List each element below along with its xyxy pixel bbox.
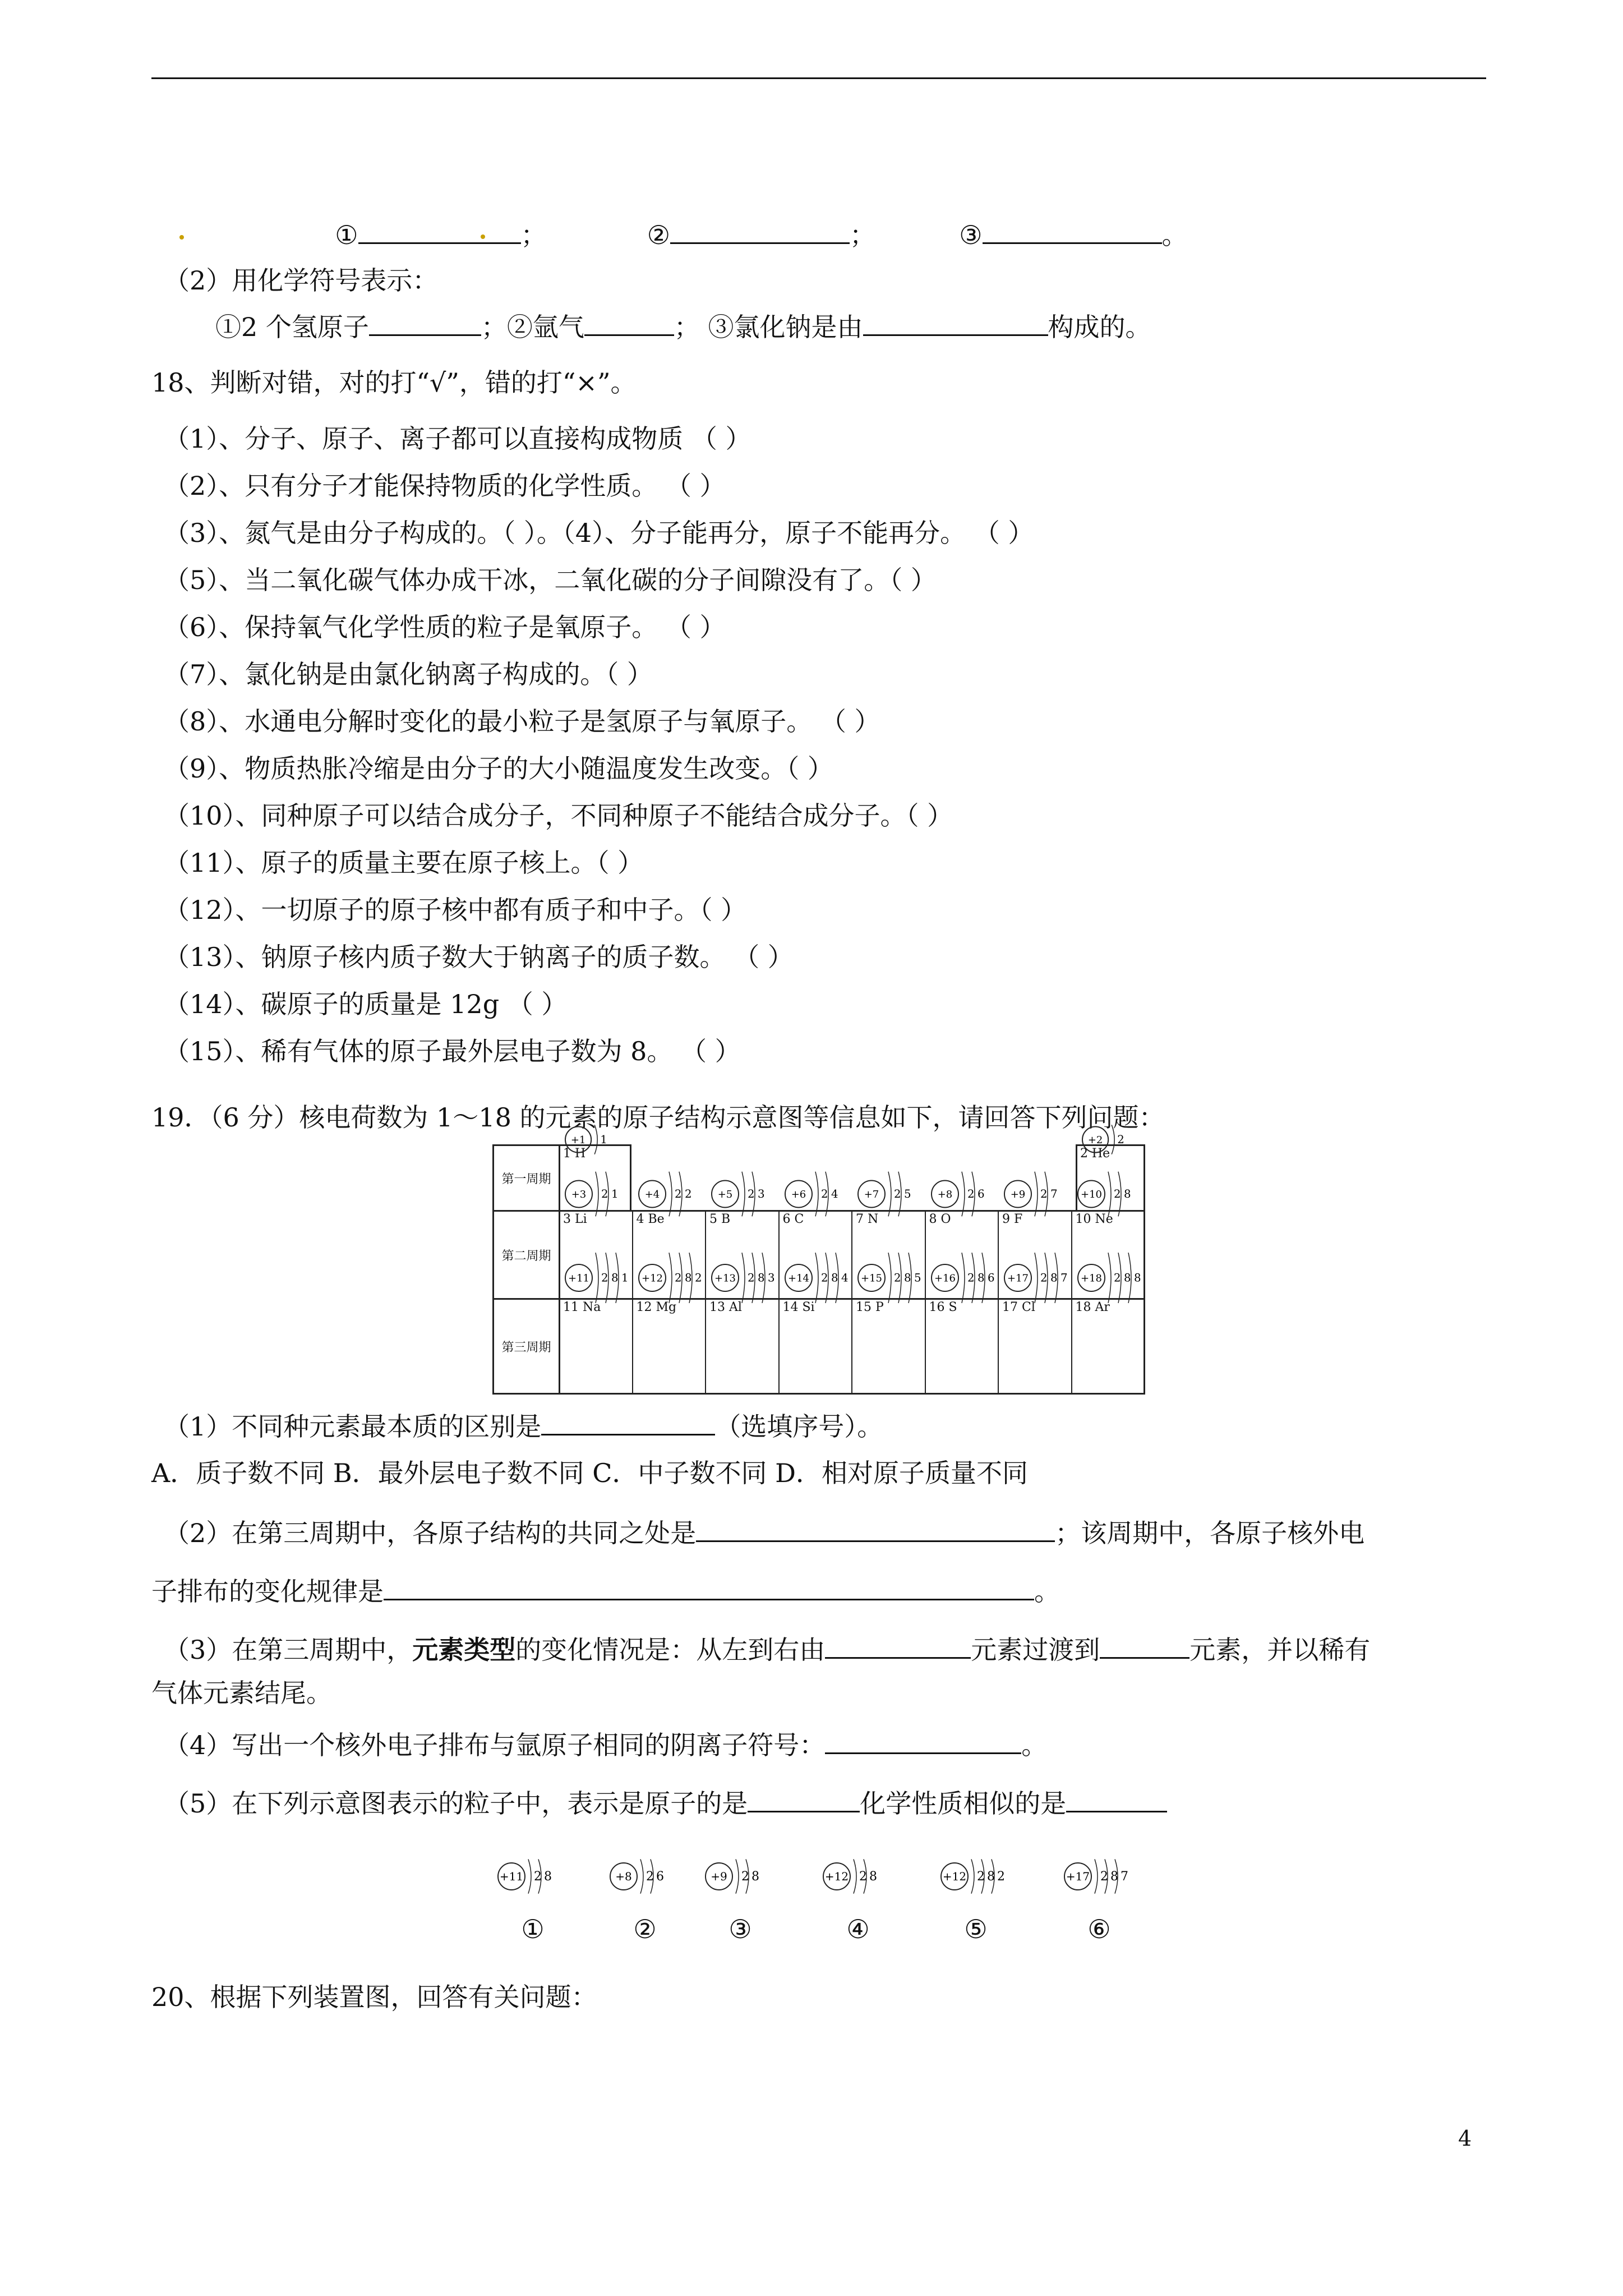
q17-2-title bbox=[164, 264, 438, 297]
q18-item: （1）、分子、原子、离子都可以直接构成物质 （ ） bbox=[164, 424, 751, 454]
particle-number: ⑥ bbox=[1087, 1914, 1111, 1944]
svg-text:2: 2 bbox=[601, 1187, 608, 1200]
particle-structure bbox=[494, 1851, 572, 1904]
element-label: 11 Na bbox=[563, 1300, 601, 1314]
svg-text:2: 2 bbox=[1113, 1187, 1121, 1200]
q17-blanks-line bbox=[179, 218, 1188, 252]
svg-text:+3: +3 bbox=[571, 1188, 587, 1200]
q17-2-line bbox=[215, 310, 1151, 344]
label-c3: ③ bbox=[959, 220, 983, 250]
q18-item: （12）、一切原子的原子核中都有质子和中子。（ ） bbox=[164, 895, 747, 925]
svg-text:2: 2 bbox=[1040, 1271, 1048, 1285]
element-cell bbox=[925, 1271, 998, 1395]
svg-text:+13: +13 bbox=[714, 1272, 736, 1285]
svg-text:8: 8 bbox=[1050, 1271, 1058, 1285]
element-cell bbox=[559, 1271, 632, 1395]
svg-text:+9: +9 bbox=[1010, 1188, 1026, 1200]
particle-diagram bbox=[701, 1851, 780, 1963]
svg-text:8: 8 bbox=[1123, 1187, 1131, 1200]
svg-text:+8: +8 bbox=[615, 1870, 632, 1883]
svg-text:+12: +12 bbox=[942, 1870, 967, 1883]
q19-2-b: ；该周期中，各原子核外电 bbox=[1055, 1518, 1365, 1548]
blank-argon[interactable] bbox=[584, 310, 674, 336]
svg-text:8: 8 bbox=[1133, 1271, 1141, 1285]
element-label: 3 Li bbox=[563, 1212, 587, 1226]
element-label: 10 Ne bbox=[1075, 1212, 1113, 1226]
particle-structure bbox=[819, 1851, 897, 1904]
element-label: 15 P bbox=[856, 1300, 884, 1314]
svg-text:2: 2 bbox=[1117, 1133, 1124, 1146]
svg-text:1: 1 bbox=[611, 1187, 619, 1200]
particle-structure bbox=[1060, 1851, 1138, 1904]
q19-2-c: 子排布的变化规律是 bbox=[151, 1576, 384, 1607]
svg-text:2: 2 bbox=[820, 1271, 828, 1285]
q19-1-b: （选填序号）。 bbox=[715, 1411, 883, 1442]
svg-text:2: 2 bbox=[967, 1187, 975, 1200]
q19-4-b: 。 bbox=[1021, 1730, 1048, 1760]
marker-dot bbox=[481, 234, 485, 239]
element-cell bbox=[632, 1271, 706, 1395]
particle-number: ② bbox=[633, 1914, 657, 1944]
blank-q19-5b[interactable] bbox=[1066, 1786, 1167, 1812]
svg-text:4: 4 bbox=[831, 1187, 838, 1200]
q17-2-a: ①2 个氢原子 bbox=[215, 312, 369, 342]
header-rule bbox=[151, 77, 1486, 79]
svg-text:7: 7 bbox=[1061, 1271, 1068, 1285]
svg-text:2: 2 bbox=[748, 1187, 755, 1200]
svg-text:3: 3 bbox=[758, 1187, 765, 1200]
element-cell bbox=[1071, 1271, 1145, 1395]
blank-q19-2a[interactable] bbox=[696, 1516, 1055, 1542]
svg-text:2: 2 bbox=[894, 1271, 901, 1285]
blank-2[interactable] bbox=[670, 218, 850, 244]
svg-text:8: 8 bbox=[751, 1870, 759, 1884]
svg-text:2: 2 bbox=[741, 1870, 749, 1884]
particle-diagram bbox=[494, 1851, 572, 1963]
element-cell bbox=[778, 1271, 852, 1395]
q19-3-line-2: 气体元素结尾。 bbox=[151, 1678, 332, 1708]
svg-text:+6: +6 bbox=[791, 1188, 806, 1200]
q19-3-bold: 元素类型 bbox=[412, 1635, 516, 1665]
blank-q19-5a[interactable] bbox=[748, 1786, 860, 1812]
q17-2-title-text: （2）用化学符号表示： bbox=[164, 265, 439, 296]
particle-structure bbox=[937, 1851, 1015, 1904]
label-c1: ① bbox=[335, 220, 358, 250]
q18-item: （15）、稀有气体的原子最外层电子数为 8。 （ ） bbox=[164, 1036, 741, 1066]
svg-text:8: 8 bbox=[904, 1271, 911, 1285]
particle-number: ③ bbox=[728, 1914, 752, 1944]
particle-diagram bbox=[1060, 1851, 1138, 1963]
svg-text:+11: +11 bbox=[568, 1272, 589, 1285]
blank-q19-2b[interactable] bbox=[384, 1574, 1034, 1600]
blank-3[interactable] bbox=[983, 218, 1162, 244]
blank-q19-3b[interactable] bbox=[1100, 1632, 1189, 1659]
blank-h-atoms[interactable] bbox=[369, 310, 481, 336]
svg-text:+2: +2 bbox=[1087, 1134, 1103, 1146]
particle-number: ① bbox=[521, 1914, 545, 1944]
svg-text:2: 2 bbox=[1113, 1271, 1121, 1285]
q19-4-line bbox=[164, 1728, 1047, 1762]
period-label: 第二周期 bbox=[494, 1212, 560, 1298]
particle-number: ⑤ bbox=[964, 1914, 988, 1944]
svg-text:2: 2 bbox=[859, 1870, 867, 1884]
page-number: 4 bbox=[1458, 2126, 1472, 2151]
svg-text:+18: +18 bbox=[1080, 1272, 1102, 1285]
svg-text:+5: +5 bbox=[717, 1188, 733, 1200]
separator: ； bbox=[520, 220, 547, 250]
element-cell bbox=[851, 1271, 925, 1395]
svg-text:8: 8 bbox=[987, 1870, 995, 1884]
element-label: 4 Be bbox=[636, 1212, 665, 1226]
svg-text:1: 1 bbox=[600, 1133, 607, 1146]
svg-text:8: 8 bbox=[611, 1271, 619, 1285]
periodic-table bbox=[492, 1133, 1144, 1396]
q19-2-line-b bbox=[151, 1574, 1060, 1608]
q18-item: （11）、原子的质量主要在原子核上。（ ） bbox=[164, 848, 644, 878]
q18-item: （9）、物质热胀冷缩是由分子的大小随温度发生改变。（ ） bbox=[164, 753, 833, 784]
marker-dot bbox=[179, 235, 184, 240]
element-label: 8 O bbox=[929, 1212, 951, 1226]
q17-2-b: ；②氩气 bbox=[481, 312, 584, 342]
svg-text:2: 2 bbox=[534, 1870, 542, 1884]
svg-text:+14: +14 bbox=[787, 1272, 809, 1285]
q19-options: A．质子数不同 B．最外层电子数不同 C．中子数不同 D．相对原子质量不同 bbox=[151, 1458, 1028, 1488]
svg-text:2: 2 bbox=[997, 1870, 1005, 1884]
svg-text:+9: +9 bbox=[711, 1870, 727, 1883]
svg-text:+11: +11 bbox=[499, 1870, 524, 1883]
q20-title: 20、根据下列装置图，回答有关问题： bbox=[151, 1982, 597, 2012]
svg-text:2: 2 bbox=[1100, 1870, 1108, 1884]
svg-text:+17: +17 bbox=[1066, 1870, 1090, 1883]
svg-text:8: 8 bbox=[1123, 1271, 1131, 1285]
svg-text:+4: +4 bbox=[644, 1188, 660, 1200]
svg-text:8: 8 bbox=[758, 1271, 765, 1285]
particle-structure bbox=[606, 1851, 684, 1904]
element-label: 5 B bbox=[709, 1212, 731, 1226]
svg-text:+1: +1 bbox=[570, 1134, 586, 1146]
element-label: 6 C bbox=[782, 1212, 804, 1226]
particle-diagrams bbox=[494, 1851, 1144, 1963]
particle-number: ④ bbox=[846, 1914, 870, 1944]
svg-text:1: 1 bbox=[621, 1271, 629, 1285]
element-label: 9 F bbox=[1002, 1212, 1023, 1226]
element-cell bbox=[998, 1271, 1071, 1395]
q19-5-a: （5）在下列示意图表示的粒子中，表示是原子的是 bbox=[164, 1788, 748, 1819]
element-label: 1 H bbox=[563, 1147, 586, 1161]
svg-text:2: 2 bbox=[674, 1271, 682, 1285]
svg-text:+12: +12 bbox=[641, 1272, 663, 1285]
svg-text:2: 2 bbox=[748, 1271, 755, 1285]
q19-5-b: 化学性质相似的是 bbox=[860, 1788, 1067, 1819]
svg-text:2: 2 bbox=[1040, 1187, 1048, 1200]
element-label: 13 Al bbox=[709, 1300, 742, 1314]
q18-item: （7）、氯化钠是由氯化钠离子构成的。（ ） bbox=[164, 659, 653, 689]
element-cell bbox=[705, 1271, 778, 1395]
svg-text:+15: +15 bbox=[861, 1272, 882, 1285]
label-c2: ② bbox=[647, 220, 670, 250]
period-label: 第三周期 bbox=[494, 1300, 560, 1393]
q19-2-a: （2）在第三周期中，各原子结构的共同之处是 bbox=[164, 1518, 697, 1548]
q19-4-a: （4）写出一个核外电子排布与氩原子相同的阴离子符号： bbox=[164, 1730, 826, 1760]
svg-text:2: 2 bbox=[977, 1870, 985, 1884]
q19-2-d: 。 bbox=[1034, 1576, 1060, 1607]
svg-text:8: 8 bbox=[1110, 1870, 1118, 1884]
element-label: 17 Cl bbox=[1002, 1300, 1035, 1314]
svg-text:8: 8 bbox=[831, 1271, 838, 1285]
q19-3-c: 元素过渡到 bbox=[971, 1635, 1100, 1665]
q19-3-b: 的变化情况是：从左到右由 bbox=[515, 1635, 826, 1665]
particle-structure bbox=[701, 1851, 780, 1904]
q17-2-c: ； ③氯化钠是由 bbox=[674, 312, 863, 342]
svg-text:4: 4 bbox=[841, 1271, 849, 1285]
svg-text:8: 8 bbox=[544, 1870, 552, 1884]
svg-text:6: 6 bbox=[977, 1187, 985, 1200]
q19-3-line bbox=[164, 1632, 1370, 1667]
svg-text:2: 2 bbox=[684, 1187, 692, 1200]
particle-diagram bbox=[937, 1851, 1015, 1963]
svg-text:+17: +17 bbox=[1007, 1272, 1029, 1285]
period-label: 第一周期 bbox=[494, 1146, 560, 1210]
svg-text:7: 7 bbox=[1121, 1870, 1128, 1884]
svg-text:2: 2 bbox=[820, 1187, 828, 1200]
svg-text:2: 2 bbox=[894, 1187, 901, 1200]
q18-item: （2）、只有分子才能保持物质的化学性质。 （ ） bbox=[164, 471, 726, 501]
q19-2-line-a bbox=[164, 1516, 1364, 1550]
element-label: 18 Ar bbox=[1075, 1300, 1110, 1314]
separator: ； bbox=[850, 220, 875, 250]
q18-item: （10）、同种原子可以结合成分子，不同种原子不能结合成分子。（ ） bbox=[164, 800, 953, 831]
q19-title: 19．（6 分）核电荷数为 1～18 的元素的原子结构示意图等信息如下，请回答下列问题： bbox=[151, 1102, 1165, 1133]
svg-text:+12: +12 bbox=[824, 1870, 849, 1883]
particle-diagram bbox=[819, 1851, 897, 1963]
q18-title: 18、判断对错，对的打“√”，错的打“×”。 bbox=[151, 367, 637, 398]
q18-item: （6）、保持氧气化学性质的粒子是氧原子。 （ ） bbox=[164, 612, 726, 642]
q18-item: （13）、钠原子核内质子数大于钠离子的质子数。 （ ） bbox=[164, 942, 794, 972]
svg-text:2: 2 bbox=[967, 1271, 975, 1285]
q19-1-line bbox=[164, 1409, 883, 1443]
q19-1-a: （1）不同种元素最本质的区别是 bbox=[164, 1411, 542, 1442]
svg-text:6: 6 bbox=[987, 1271, 995, 1285]
svg-text:+16: +16 bbox=[934, 1272, 956, 1285]
svg-text:3: 3 bbox=[768, 1271, 775, 1285]
svg-text:8: 8 bbox=[869, 1870, 877, 1884]
blank-q19-4[interactable] bbox=[825, 1728, 1021, 1754]
svg-text:2: 2 bbox=[694, 1271, 702, 1285]
q18-item: （8）、水通电分解时变化的最小粒子是氢原子与氧原子。 （ ） bbox=[164, 706, 880, 737]
svg-text:2: 2 bbox=[646, 1870, 654, 1884]
element-label: 7 N bbox=[856, 1212, 879, 1226]
period: 。 bbox=[1161, 220, 1188, 250]
svg-text:+10: +10 bbox=[1080, 1188, 1102, 1200]
svg-text:6: 6 bbox=[656, 1870, 664, 1884]
svg-text:+8: +8 bbox=[937, 1188, 952, 1200]
particle-diagram bbox=[606, 1851, 684, 1963]
svg-text:7: 7 bbox=[1050, 1187, 1058, 1200]
element-label: 12 Mg bbox=[636, 1300, 677, 1314]
q18-item: （5）、当二氧化碳气体办成干冰，二氧化碳的分子间隙没有了。（ ） bbox=[164, 565, 937, 595]
q18-item: （3）、氮气是由分子构成的。（ ）。（4）、分子能再分，原子不能再分。 （ ） bbox=[164, 518, 1034, 548]
svg-text:8: 8 bbox=[684, 1271, 692, 1285]
element-label: 2 He bbox=[1080, 1147, 1110, 1161]
svg-text:+7: +7 bbox=[864, 1188, 879, 1200]
q19-3-a: （3）在第三周期中， bbox=[164, 1635, 413, 1665]
element-label: 16 S bbox=[929, 1300, 957, 1314]
svg-text:5: 5 bbox=[914, 1271, 921, 1285]
q18-item: （14）、碳原子的质量是 12g （ ） bbox=[164, 989, 568, 1019]
q19-5-line bbox=[164, 1786, 1167, 1820]
q17-2-d: 构成的。 bbox=[1048, 312, 1151, 342]
svg-text:2: 2 bbox=[674, 1187, 682, 1200]
svg-text:8: 8 bbox=[977, 1271, 985, 1285]
svg-text:5: 5 bbox=[904, 1187, 911, 1200]
blank-1[interactable] bbox=[358, 218, 521, 244]
element-label: 14 Si bbox=[782, 1300, 815, 1314]
svg-text:2: 2 bbox=[601, 1271, 608, 1285]
blank-q19-3a[interactable] bbox=[825, 1632, 971, 1659]
blank-q19-1[interactable] bbox=[541, 1409, 715, 1435]
blank-nacl[interactable] bbox=[863, 310, 1048, 336]
q19-3-d: 元素，并以稀有 bbox=[1189, 1635, 1371, 1665]
